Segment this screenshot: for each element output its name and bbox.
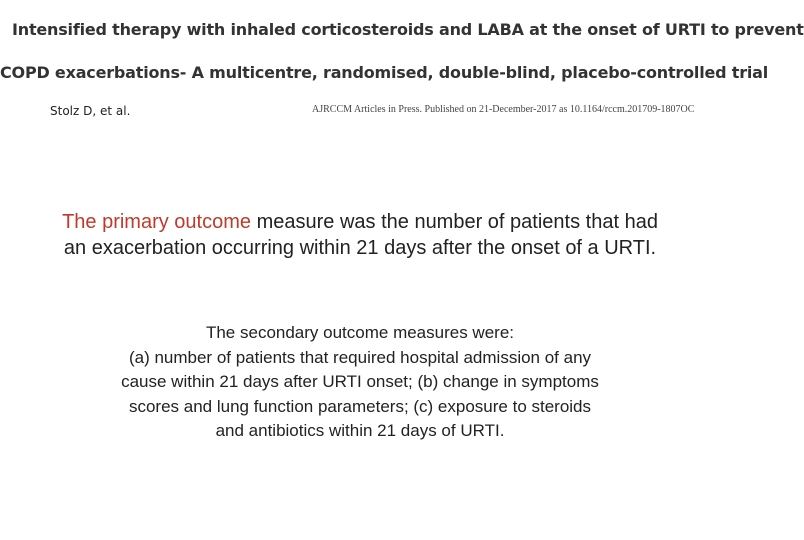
secondary-outcome-paragraph xyxy=(60,321,660,444)
secondary-outcome-line: scores and lung function parameters; (c) exposure to steroids xyxy=(128,396,592,416)
secondary-outcome-line: cause within 21 days after URTI onset; (b) change in symptoms xyxy=(121,372,599,391)
primary-outcome-paragraph xyxy=(60,209,660,261)
authors: Stolz D, et al. xyxy=(50,104,131,118)
primary-outcome-highlight: The primary outcome xyxy=(62,211,252,233)
journal-citation: AJRCCM Articles in Press. Published on 21-December-2017 as 10.1164/rccm.201709-1807OC xyxy=(312,104,695,115)
paper-title-line-2: COPD exacerbations- A multicentre, randomised, double-blind, placebo-controlled trial xyxy=(0,63,769,82)
secondary-outcome-line: (a) number of patients that required hospital admission of any xyxy=(128,347,592,367)
secondary-outcome-heading: The secondary outcome measures were: xyxy=(205,323,515,342)
primary-outcome-text: measure was the number of patients that had an exacerbation occurring within 21 days after the onset of a URTI. xyxy=(63,211,658,259)
secondary-outcome-line: and antibiotics within 21 days of URTI. xyxy=(215,421,505,440)
paper-title-line-1: Intensified therapy with inhaled corticosteroids and LABA at the onset of URTI to prevent xyxy=(12,20,804,39)
